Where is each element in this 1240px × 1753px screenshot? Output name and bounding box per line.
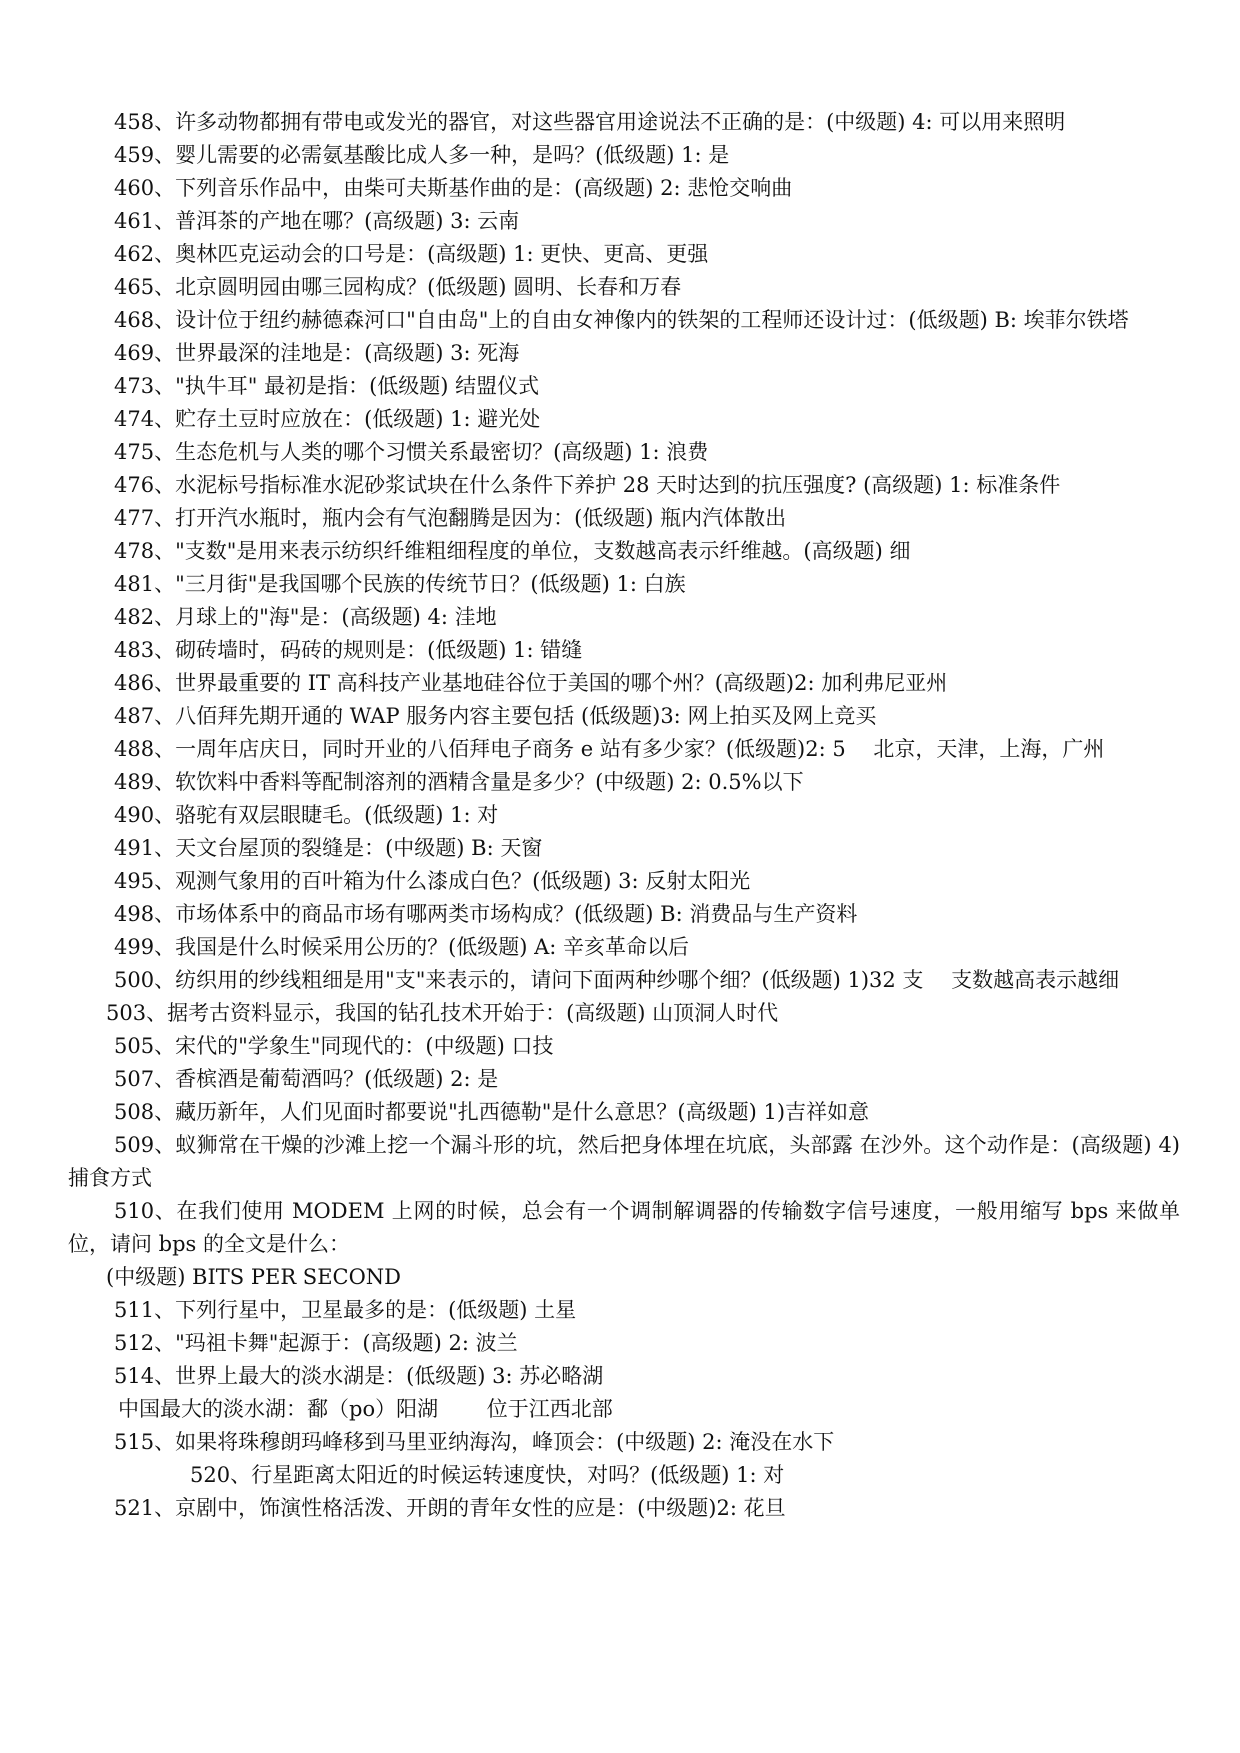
entry-462: 462、奥林匹克运动会的口号是：(高级题) 1: 更快、更高、更强 xyxy=(114,242,709,266)
entry-495: 495、观测气象用的百叶箱为什么漆成白色？(低级题) 3: 反射太阳光 xyxy=(114,869,751,893)
entry-515: 515、如果将珠穆朗玛峰移到马里亚纳海沟，峰顶会：(中级题) 2: 淹没在水下 xyxy=(114,1430,835,1454)
entry-512: 512、"玛祖卡舞"起源于：(高级题) 2: 波兰 xyxy=(114,1331,518,1355)
entry-469: 469、世界最深的洼地是：(高级题) 3: 死海 xyxy=(114,341,520,365)
entry-520: 520、行星距离太阳近的时候运转速度快，对吗？(低级题) 1: 对 xyxy=(190,1463,785,1487)
entry-478: 478、"支数"是用来表示纺织纤维粗细程度的单位，支数越高表示纤维越。(高级题) 细 xyxy=(114,539,911,563)
entry-468: 468、设计位于纽约赫德森河口"自由岛"上的自由女神像内的铁架的工程师还设计过：(低级题) B: 埃菲尔铁塔 xyxy=(114,308,1129,332)
entry-458: 458、许多动物都拥有带电或发光的器官，对这些器官用途说法不正确的是：(中级题) 4: 可以用来照明 xyxy=(114,110,1066,134)
entry-459: 459、婴儿需要的必需氨基酸比成人多一种，是吗？(低级题) 1: 是 xyxy=(114,143,730,167)
entry-473: 473、"执牛耳" 最初是指：(低级题) 结盟仪式 xyxy=(114,374,540,398)
entry-498: 498、市场体系中的商品市场有哪两类市场构成？(低级题) B: 消费品与生产资料 xyxy=(114,902,858,926)
entry-483: 483、砌砖墙时，码砖的规则是：(低级题) 1: 错缝 xyxy=(114,638,583,662)
entry-508: 508、藏历新年，人们见面时都要说"扎西德勒"是什么意思？(高级题) 1)吉祥如意 xyxy=(114,1100,870,1124)
entry-499: 499、我国是什么时候采用公历的？(低级题) A: 辛亥革命以后 xyxy=(114,935,690,959)
entry-505: 505、宋代的"学象生"同现代的：(中级题) 口技 xyxy=(114,1034,554,1058)
entry-465: 465、北京圆明园由哪三园构成？(低级题) 圆明、长春和万春 xyxy=(114,275,682,299)
entry-461: 461、普洱茶的产地在哪？(高级题) 3: 云南 xyxy=(114,209,520,233)
entry-500: 500、纺织用的纱线粗细是用"支"来表示的，请问下面两种纱哪个细？(低级题) 1)32 支 支数越高表示越细 xyxy=(114,968,1120,992)
entry-487: 487、八佰拜先期开通的 WAP 服务内容主要包括 (低级题)3: 网上拍买及网上竞买 xyxy=(114,704,877,728)
entry-510: 510、在我们使用 MODEM 上网的时候，总会有一个调制解调器的传输数字信号速度，一般用缩写 bps 来做单位，请问 bps 的全文是什么： xyxy=(68,1199,1180,1256)
entry-507: 507、香槟酒是葡萄酒吗？(低级题) 2: 是 xyxy=(114,1067,499,1091)
entry-490: 490、骆驼有双层眼睫毛。(低级题) 1: 对 xyxy=(114,803,499,827)
entry-511: 511、下列行星中，卫星最多的是：(低级题) 土星 xyxy=(114,1298,577,1322)
entry-474: 474、贮存土豆时应放在：(低级题) 1: 避光处 xyxy=(114,407,541,431)
entry-510-answer: (中级题) BITS PER SECOND xyxy=(106,1265,402,1289)
entry-509: 509、蚁狮常在干燥的沙滩上挖一个漏斗形的坑，然后把身体埋在坑底，头部露 在沙外。这个动作是：(高级题) 4)捕食方式 xyxy=(68,1133,1180,1190)
entry-514-note: 中国最大的淡水湖：鄱（po）阳湖 位于江西北部 xyxy=(118,1397,613,1421)
entry-475: 475、生态危机与人类的哪个习惯关系最密切？(高级题) 1: 浪费 xyxy=(114,440,709,464)
entry-489: 489、软饮料中香料等配制溶剂的酒精含量是多少？(中级题) 2: 0.5%以下 xyxy=(114,770,804,794)
entry-503: 503、据考古资料显示，我国的钻孔技术开始于：(高级题) 山顶洞人时代 xyxy=(106,1001,779,1025)
entry-476: 476、水泥标号指标准水泥砂浆试块在什么条件下养护 28 天时达到的抗压强度? (高级题) 1: 标准条件 xyxy=(114,473,1061,497)
entry-514: 514、世界上最大的淡水湖是：(低级题) 3: 苏必略湖 xyxy=(114,1364,604,1388)
entry-482: 482、月球上的"海"是：(高级题) 4: 洼地 xyxy=(114,605,497,629)
entry-477: 477、打开汽水瓶时，瓶内会有气泡翻腾是因为：(低级题) 瓶内汽体散出 xyxy=(114,506,787,530)
entry-460: 460、下列音乐作品中，由柴可夫斯基作曲的是：(高级题) 2: 悲怆交响曲 xyxy=(114,176,793,200)
entry-486: 486、世界最重要的 IT 高科技产业基地硅谷位于美国的哪个州？(高级题)2: 加利弗尼亚州 xyxy=(114,671,948,695)
entry-521: 521、京剧中，饰演性格活泼、开朗的青年女性的应是：(中级题)2: 花旦 xyxy=(114,1496,786,1520)
entry-481: 481、"三月街"是我国哪个民族的传统节日？(低级题) 1: 白族 xyxy=(114,572,686,596)
entry-491: 491、天文台屋顶的裂缝是：(中级题) B: 天窗 xyxy=(114,836,543,860)
entry-488: 488、一周年店庆日，同时开业的八佰拜电子商务 e 站有多少家？(低级题)2: 5 北京，天津，上海，广州 xyxy=(114,737,1105,761)
